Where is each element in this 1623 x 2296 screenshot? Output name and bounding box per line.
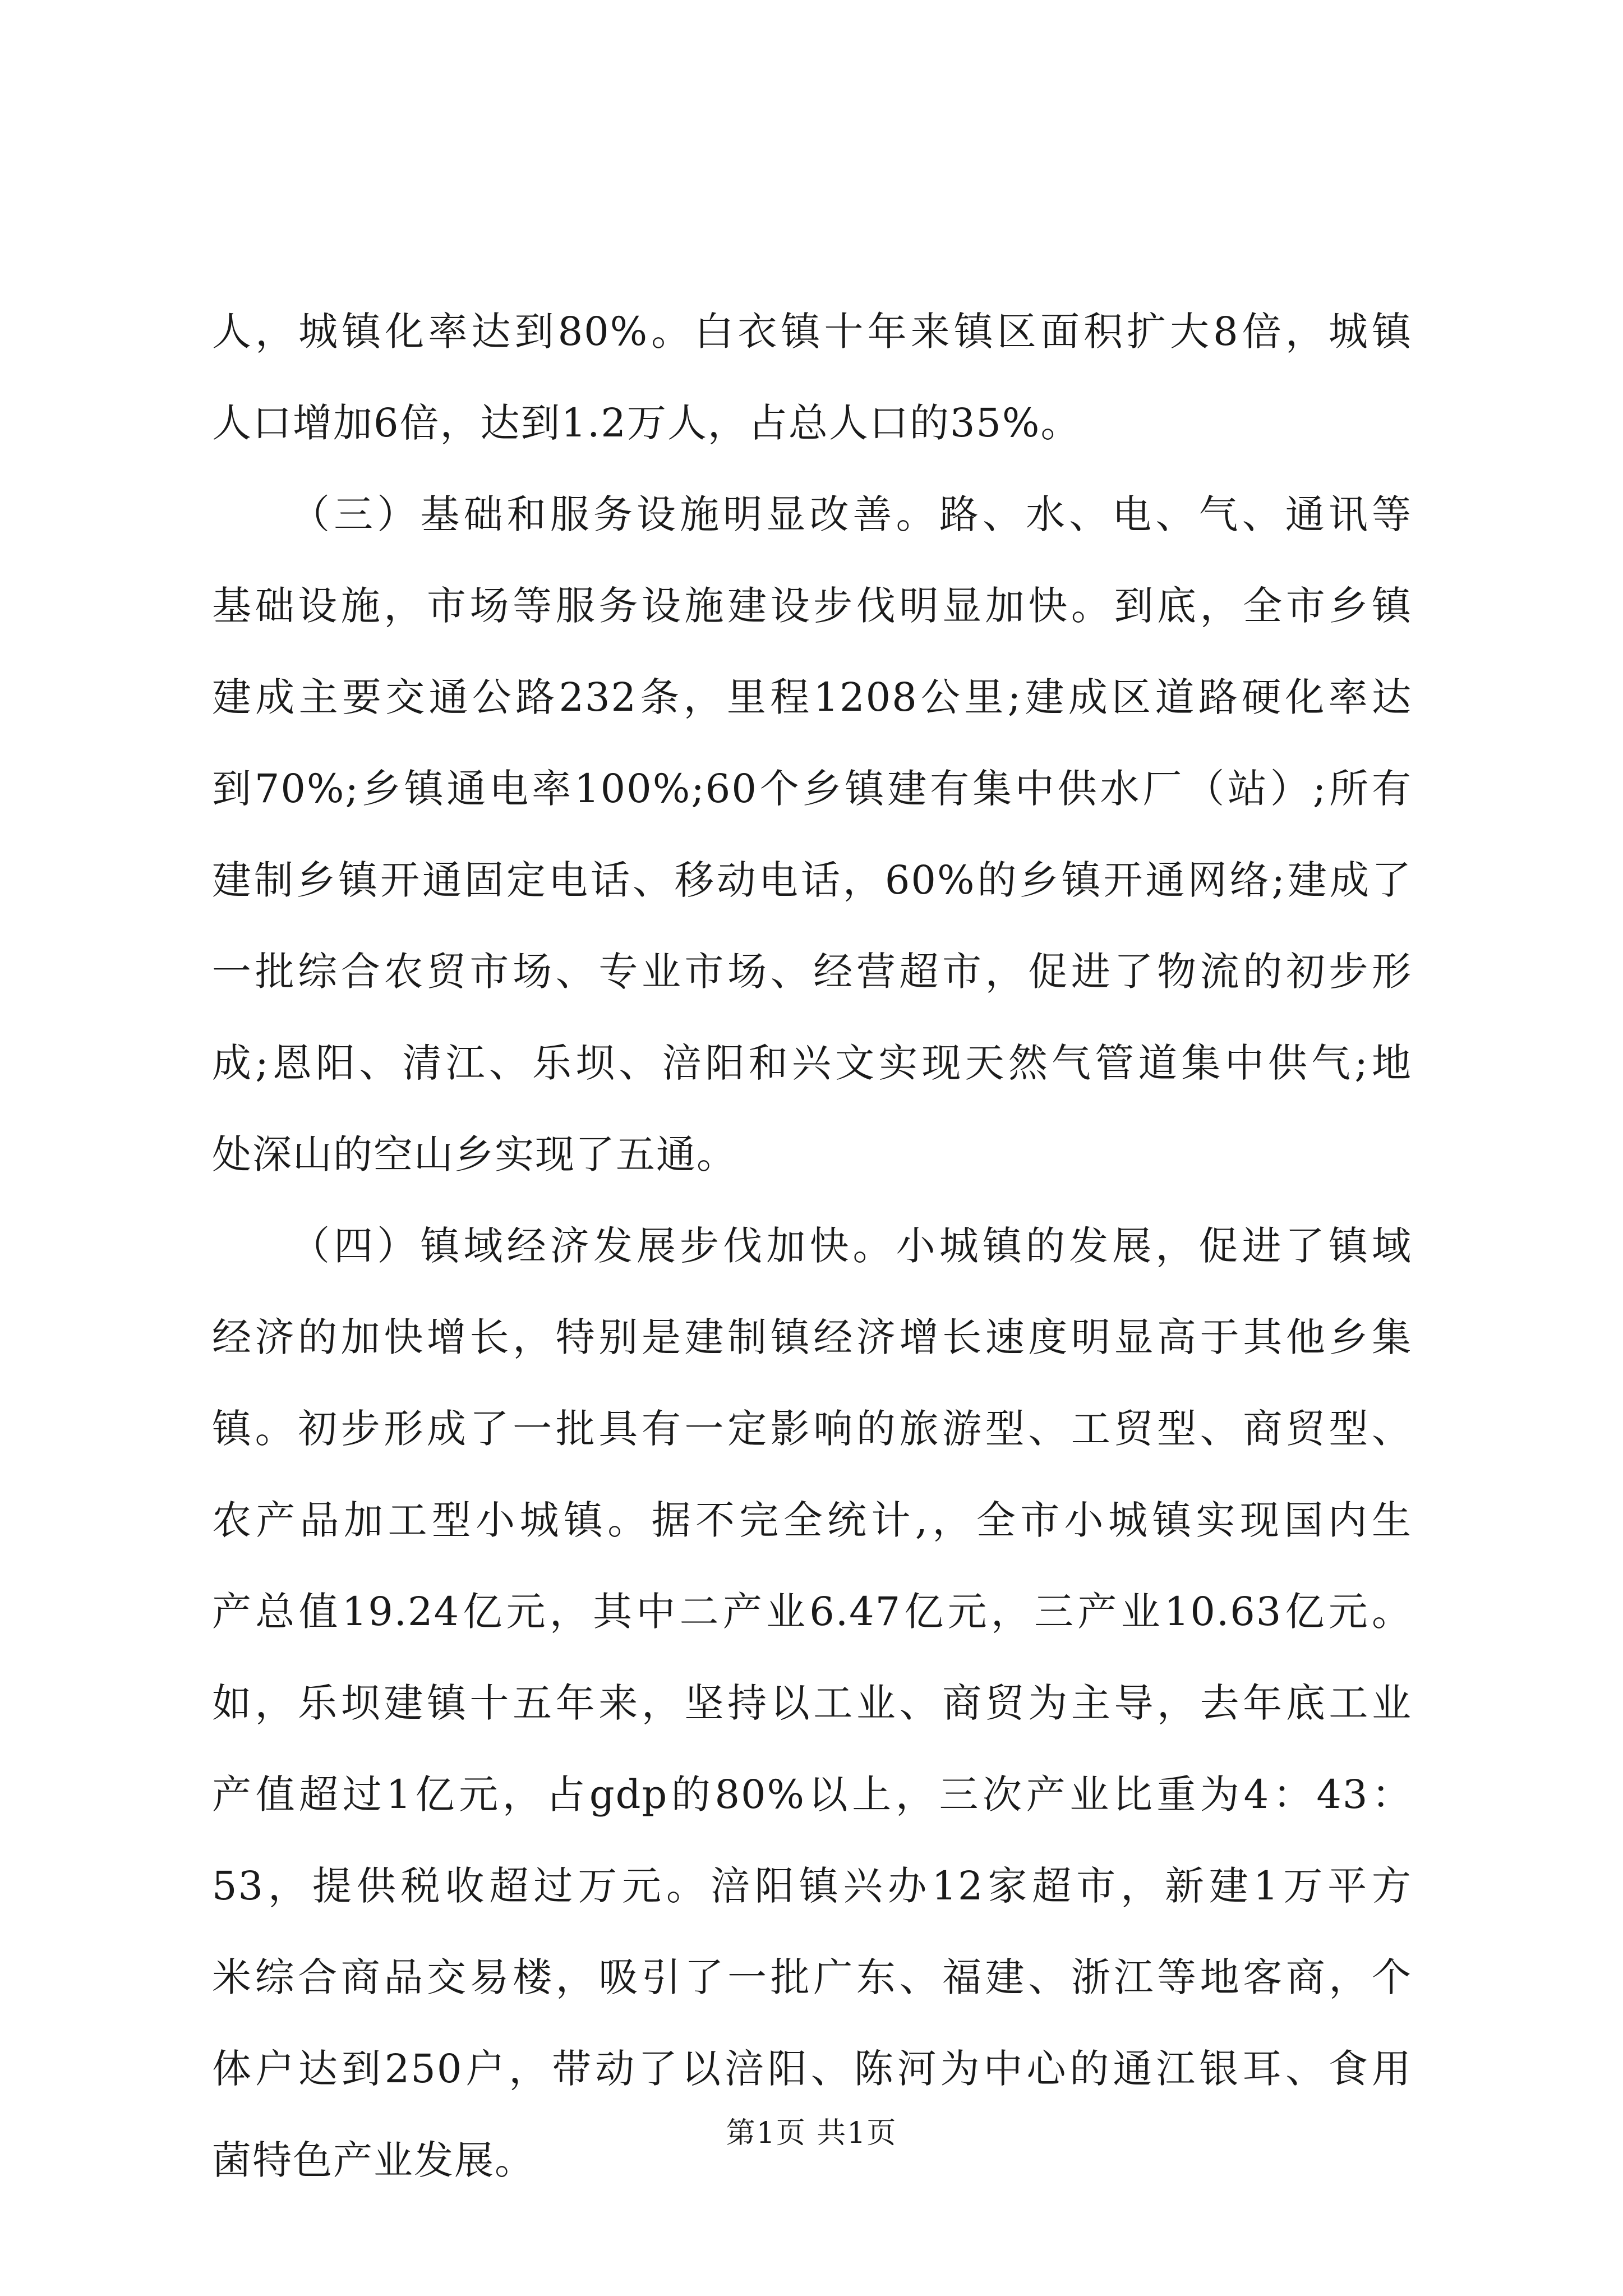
text-line: 处深山的空山乡实现了五通。: [212, 1131, 737, 1177]
text-line: 如，乐坝建镇十五年来，坚持以工业、商贸为主导，去年底工业: [212, 1680, 1412, 1726]
text-line: 经济的加快增长，特别是建制镇经济增长速度明显高于其他乡集: [212, 1314, 1412, 1360]
text-line: 农产品加工型小城镇。据不完全统计,，全市小城镇实现国内生: [212, 1497, 1412, 1543]
page-footer: 第1页 共1页: [726, 2116, 897, 2150]
text-line: 建制乡镇开通固定电话、移动电话，60%的乡镇开通网络;建成了: [212, 857, 1412, 903]
text-line: 产总值19.24亿元，其中二产业6.47亿元，三产业10.63亿元。: [212, 1589, 1412, 1635]
text-line: 人口增加6倍，达到1.2万人，占总人口的35%。: [212, 400, 1081, 446]
text-line: 产值超过1亿元，占gdp的80%以上，三次产业比重为4：43：: [212, 1772, 1412, 1818]
document-body: [212, 286, 1412, 2206]
text-line: 成;恩阳、清江、乐坝、涪阳和兴文实现天然气管道集中供气;地: [212, 1040, 1412, 1086]
text-line: 建成主要交通公路232条，里程1208公里;建成区道路硬化率达: [212, 674, 1412, 720]
text-line: 菌特色产业发展。: [212, 2137, 535, 2183]
text-line: 53，提供税收超过万元。涪阳镇兴办12家超市，新建1万平方: [212, 1863, 1412, 1909]
text-line: 米综合商品交易楼，吸引了一批广东、福建、浙江等地客商，个: [212, 1954, 1412, 2000]
text-line: 体户达到250户，带动了以涪阳、陈河为中心的通江银耳、食用: [212, 2046, 1412, 2092]
text-line: 基础设施，市场等服务设施建设步伐明显加快。到底，全市乡镇: [212, 583, 1412, 629]
text-line: 到70%;乡镇通电率100%;60个乡镇建有集中供水厂（站）;所有: [212, 766, 1412, 812]
text-line: （三）基础和服务设施明显改善。路、水、电、气、通讯等: [291, 491, 1412, 537]
text-line: 镇。初步形成了一批具有一定影响的旅游型、工贸型、商贸型、: [212, 1406, 1412, 1452]
text-line: （四）镇域经济发展步伐加快。小城镇的发展，促进了镇域: [291, 1223, 1412, 1269]
text-line: 一批综合农贸市场、专业市场、经营超市，促进了物流的初步形: [212, 949, 1412, 995]
text-line: 人，城镇化率达到80%。白衣镇十年来镇区面积扩大8倍，城镇: [212, 309, 1412, 355]
